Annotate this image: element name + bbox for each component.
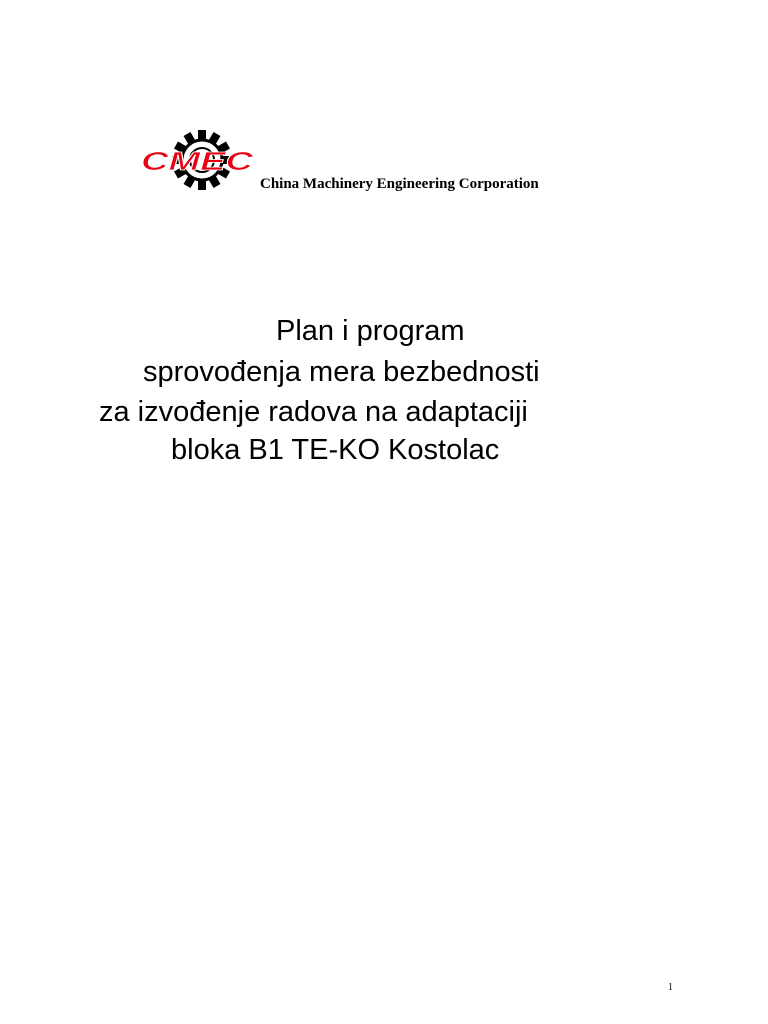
title-line-2: sprovođenja mera bezbednosti [143,356,540,388]
gear-logo-icon [138,126,258,194]
title-line-3: za izvođenje radova na adaptaciji [99,396,528,428]
title-line-4: bloka B1 TE-KO Kostolac [171,434,500,466]
title-line-1: Plan i program [276,315,465,347]
logo-text: CMEC [141,146,255,176]
company-name: China Machinery Engineering Corporation [260,176,539,192]
page-number: 1 [668,982,673,993]
cmec-logo [138,126,258,194]
